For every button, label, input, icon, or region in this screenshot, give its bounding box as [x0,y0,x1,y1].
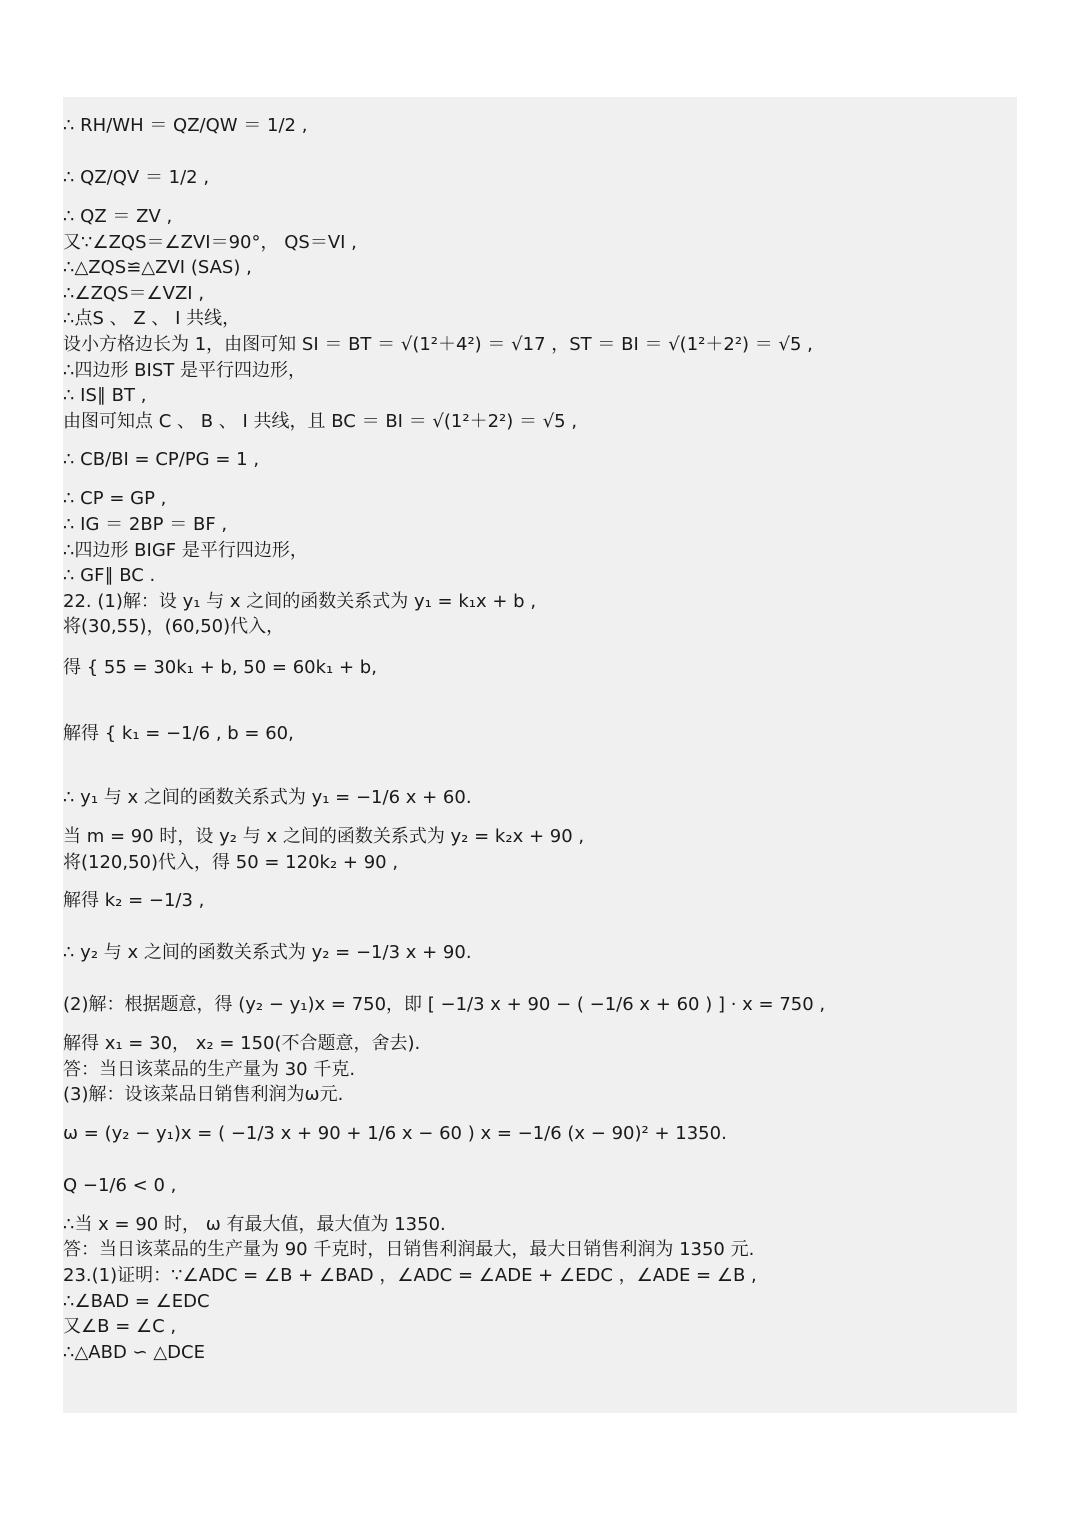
line-27: 解得 x₁ = 30， x₂ = 150(不合题意，舍去). [63,1033,421,1055]
line-5: ∴△ZQS≌△ZVI (SAS) , [63,257,252,279]
line-1: ∴ RH/WH ＝ QZ/QW ＝ 1/2 , [63,115,308,136]
line-10: ∴ IS∥ BT , [63,385,147,407]
line-24: 解得 k₂ = −1/3 , [63,890,205,912]
line-35: ∴∠BAD = ∠EDC [63,1290,210,1312]
line-26: (2)解：根据题意，得 (y₂ − y₁)x = 750，即 [ −1/3 x + 90 − ( −1/6 x + 60 ) ] · x = 750 , [63,994,826,1016]
line-14: ∴ IG ＝ 2BP ＝ BF , [63,513,228,535]
line-17: 22. (1)解：设 y₁ 与 x 之间的函数关系式为 y₁ = k₁x + b , [63,590,537,612]
line-36: 又∠B = ∠C , [63,1316,177,1338]
solution-text [63,100,1013,1365]
line-29: (3)解：设该菜品日销售利润为ω元. [63,1084,344,1106]
line-37: ∴△ABD ∽ △DCE [63,1341,205,1363]
line-4: 又∵∠ZQS＝∠ZVI＝90°， QS＝VI , [63,231,357,253]
line-9: ∴四边形 BIST 是平行四边形， [63,359,306,381]
line-34: 23.(1)证明：∵∠ADC = ∠B + ∠BAD ，∠ADC = ∠ADE + ∠EDC ，∠ADE = ∠B , [63,1265,757,1287]
line-25: ∴ y₂ 与 x 之间的函数关系式为 y₂ = −1/3 x + 90. [63,942,472,964]
line-20: 解得 { k₁ = −1/6 , b = 60, [63,722,294,744]
line-3: ∴ QZ ＝ ZV , [63,206,173,227]
line-11: 由图可知点 C 、 B 、 I 共线，且 BC ＝ BI ＝ √(1²＋2²) ＝ √5 , [63,410,578,432]
line-22: 当 m = 90 时，设 y₂ 与 x 之间的函数关系式为 y₂ = k₂x + 90 , [63,825,585,847]
line-16: ∴ GF∥ BC . [63,565,156,587]
line-18: 将(30,55)，(60,50)代入， [63,616,285,638]
line-6: ∴∠ZQS＝∠VZI , [63,282,205,304]
line-28: 答：当日该菜品的生产量为 30 千克. [63,1058,356,1080]
line-7: ∴点S 、 Z 、 I 共线， [63,308,241,330]
line-32: ∴当 x = 90 时， ω 有最大值，最大值为 1350. [63,1213,446,1235]
line-8: 设小方格边长为 1，由图可知 SI ＝ BT ＝ √(1²＋4²) ＝ √17 ，ST ＝ BI ＝ √(1²＋2²) ＝ √5 , [63,333,813,355]
line-2: ∴ QZ/QV ＝ 1/2 , [63,167,210,188]
line-21: ∴ y₁ 与 x 之间的函数关系式为 y₁ = −1/6 x + 60. [63,786,472,808]
line-19: 得 { 55 = 30k₁ + b, 50 = 60k₁ + b, [63,656,377,678]
line-15: ∴四边形 BIGF 是平行四边形， [63,539,308,561]
line-13: ∴ CP = GP , [63,488,167,510]
line-12: ∴ CB/BI = CP/PG = 1 , [63,449,260,471]
line-33: 答：当日该菜品的生产量为 90 千克时，日销售利润最大，最大日销售利润为 1350 元. [63,1239,755,1261]
line-31: Q −1/6 < 0 , [63,1174,177,1196]
line-23: 将(120,50)代入，得 50 = 120k₂ + 90 , [63,851,399,873]
line-30: ω = (y₂ − y₁)x = ( −1/3 x + 90 + 1/6 x − 60 ) x = −1/6 (x − 90)² + 1350. [63,1122,727,1144]
